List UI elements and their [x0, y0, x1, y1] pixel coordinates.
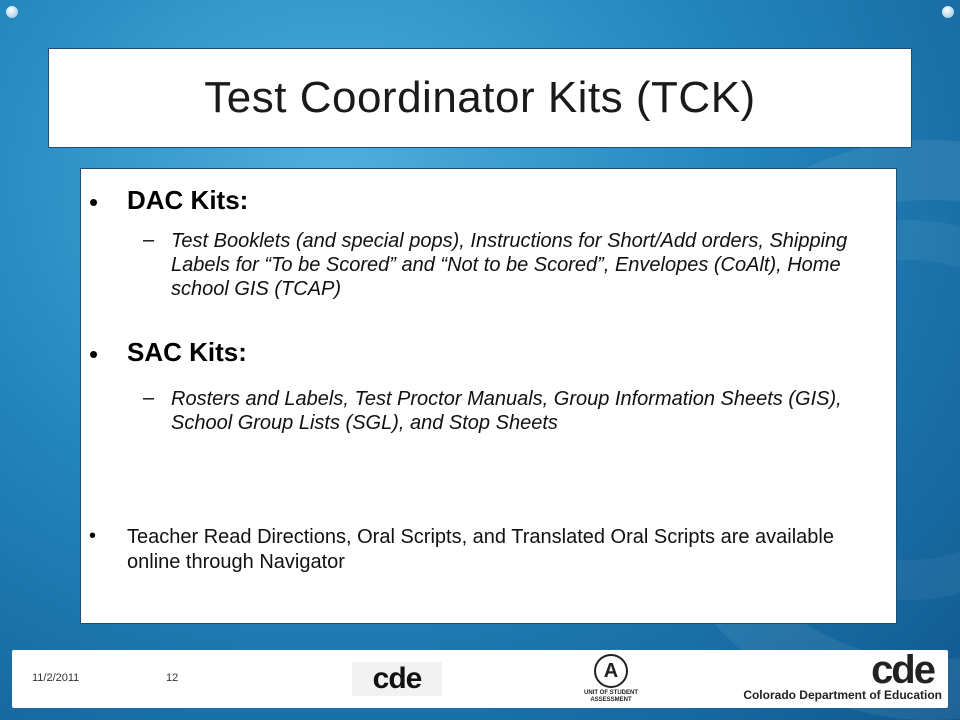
assessment-logo: [584, 654, 638, 706]
title-box: [48, 48, 912, 148]
page-number: 12: [166, 672, 179, 684]
slide-title: Test Coordinator Kits (TCK): [204, 73, 756, 122]
sac-kits-heading: SAC Kits:: [127, 337, 247, 367]
assessment-logo-letter: A: [594, 654, 628, 688]
footer: [12, 650, 948, 708]
footer-date: 11/2/2011: [32, 672, 80, 684]
assessment-logo-text: UNIT OF STUDENT ASSESSMENT: [584, 690, 638, 703]
org-name: Colorado Department of Education: [743, 688, 942, 702]
dac-kits-description: Test Booklets (and special pops), Instructions for Short/Add orders, Shipping Labels for “To be Scored” and “Not to be Scored”, Envelopes (CoAlt), Home school GIS (TCAP): [171, 230, 848, 300]
cde-logo-large: [743, 648, 948, 708]
sac-kits-description: Rosters and Labels, Test Proctor Manuals, Group Information Sheets (GIS), School Group Lists (SGL), and Stop Sheets: [171, 388, 842, 434]
cde-logo-small: [352, 662, 442, 696]
dash-icon: –: [143, 387, 155, 409]
corner-dot: [6, 6, 18, 18]
bullet-icon: •: [89, 525, 97, 547]
dac-kits-heading: DAC Kits:: [127, 185, 249, 215]
bullet-icon: •: [89, 339, 99, 369]
cde-logo-small-text: cde: [372, 662, 422, 695]
content-box: [80, 168, 897, 624]
bullet-icon: •: [89, 187, 99, 217]
cde-logo-large-text: cde: [871, 648, 934, 692]
navigator-note: Teacher Read Directions, Oral Scripts, and Translated Oral Scripts are available online through Navigator: [127, 526, 834, 573]
dash-icon: –: [143, 229, 155, 251]
corner-dot: [942, 6, 954, 18]
